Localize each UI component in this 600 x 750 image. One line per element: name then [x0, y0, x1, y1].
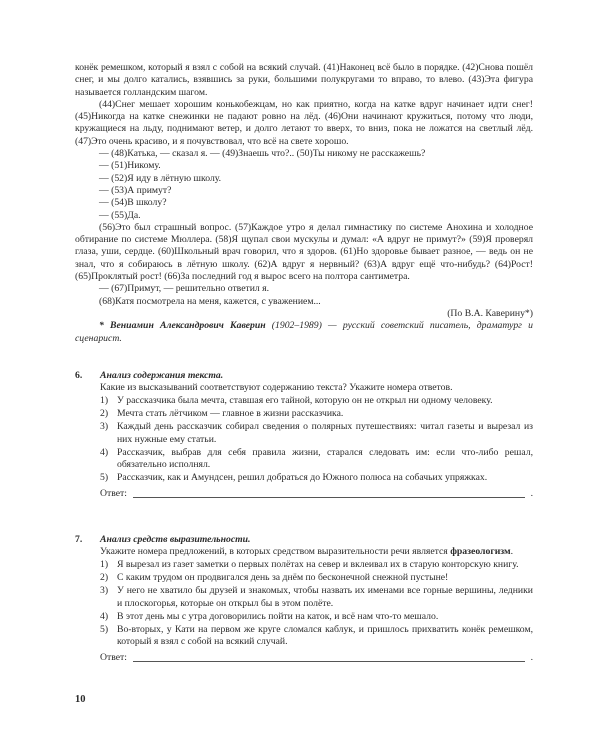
page-number: 10 [75, 694, 86, 705]
prompt-text: Укажите номера предложений, в которых средством выразительности речи является [100, 546, 451, 558]
task-7 [75, 534, 533, 664]
dialog-line: — (48)Катька, — сказал я. — (49)Знаешь что?.. (50)Ты никому не расскажешь? [99, 148, 426, 160]
option-item [100, 624, 533, 649]
option-text: Рассказчик, выбрав для себя правила жизни, старался следовать им: если что-либо решал, обязательно исполнял. [117, 446, 533, 470]
task-title: Анализ содержания текста. [100, 370, 224, 381]
answer-label: Ответ: [100, 652, 127, 664]
answer-row [100, 652, 533, 664]
option-item [100, 421, 533, 446]
option-number: 3) [100, 421, 109, 433]
option-number: 1) [100, 395, 109, 407]
option-number: 1) [100, 559, 109, 571]
option-item [100, 447, 533, 472]
answer-period: . [530, 652, 533, 664]
option-text: У рассказчика была мечта, ставшая его тайной, которую он не открыл ни одному человеку. [117, 395, 493, 407]
option-text: Рассказчик, как и Амундсен, решил добраться до Южного полюса на собачьих упряжках. [117, 471, 488, 483]
author-footnote [75, 320, 533, 345]
answer-field[interactable] [133, 652, 525, 662]
answer-row [100, 488, 533, 500]
answer-field[interactable] [133, 488, 525, 498]
option-number: 5) [100, 623, 109, 635]
footnote-author-name: * Вениамин Александрович Каверин [99, 320, 266, 332]
option-text: Во-вторых, у Кати на первом же круге сломался каблук, и пришлось прихватить конёк ремешком, который я взял с собой на всякий случай. [117, 623, 533, 647]
task-prompt: Какие из высказываний соответствуют содержанию текста? Укажите номера ответов. [100, 382, 453, 394]
option-item [100, 408, 533, 420]
dialog-line: — (67)Примут, — решительно ответил я. [99, 283, 270, 295]
option-number: 5) [100, 471, 109, 483]
paragraph: (56)Это был страшный вопрос. (57)Каждое утро я делал гимнастику по системе Анохина и холодное обтирание по системе Мюллера. (58)Я щупал свои мускулы и думал: «А вдруг не примут?» (59)Я проверял глаза, уши, сердце. (60)Школьный врач говорил, что я здоров. (61)Но здоровье бывает разное, — ведь он не знал, что я собираюсь в лётную школу. (62)А вдруг я нервный? (63)А вдруг ещё что-нибудь? (64)Рост! (65)Проклятый рост! (66)За последний год я вырос всего на полтора сантиметра. [75, 221, 533, 283]
option-text: Мечта стать лётчиком — главное в жизни рассказчика. [117, 408, 344, 420]
task-number: 6. [75, 370, 83, 381]
option-text: Я вырезал из газет заметки о первых полётах на север и вклеивал их в старую конторскую книгу. [117, 559, 519, 571]
task-title: Анализ средств выразительности. [100, 534, 251, 545]
answer-period: . [530, 488, 533, 500]
dialog-line: — (51)Никому. [99, 160, 161, 172]
options-list [100, 559, 533, 648]
source-attribution: (По В.А. Каверину*) [447, 307, 533, 319]
task-6 [75, 370, 533, 500]
footnote-text: (1902–1989) — русский советский писатель, драматург и сценарист. [75, 320, 533, 344]
dialog-line: — (52)Я иду в лётную школу. [99, 172, 222, 184]
story-text [75, 62, 533, 345]
option-text: С каким трудом он продвигался день за днём по бесконечной снежной пустыне! [117, 572, 449, 584]
option-text: У него не хватило бы друзей и знакомых, чтобы назвать их именами все горные вершины, ледники и плоскогорья, которые он открыл бы в этом полёте. [117, 585, 533, 609]
option-item [100, 585, 533, 610]
option-item [100, 572, 533, 584]
dialog-line: — (55)Да. [99, 209, 141, 221]
option-number: 4) [100, 446, 109, 458]
option-item [100, 559, 533, 571]
dialog-line: — (54)В школу? [99, 197, 167, 209]
paragraph: (68)Катя посмотрела на меня, кажется, с уважением... [99, 295, 321, 307]
option-number: 2) [100, 408, 109, 420]
option-item [100, 472, 533, 484]
option-number: 3) [100, 585, 109, 597]
task-prompt [100, 546, 533, 558]
option-item [100, 395, 533, 407]
task-number: 7. [75, 534, 83, 545]
option-number: 4) [100, 610, 109, 622]
answer-label: Ответ: [100, 488, 127, 500]
paragraph: (44)Снег мешает хорошим конькобежцам, но как приятно, когда на катке вдруг начинает идти снег! (45)Никогда на катке снежинки не падают ровно на лёд. (46)Они начинают кружиться, потому что люди, кружащиеся на льду, поднимают ветер, и долго летают то вверх, то вниз, пока не ложатся на светлый лёд. (47)Это очень красиво, и я почувствовал, что всё на свете хорошо. [75, 98, 533, 147]
prompt-end: . [510, 546, 514, 558]
option-text: Каждый день рассказчик собирал сведения о полярных путешествиях: читал газеты и вырезал из них нужные ему статьи. [117, 421, 533, 445]
options-list [100, 395, 533, 484]
option-item [100, 611, 533, 623]
prompt-keyword: фразеологизм [450, 546, 511, 558]
option-number: 2) [100, 572, 109, 584]
option-text: В этот день мы с утра договорились пойти на каток, и всё нам что-то мешало. [117, 610, 439, 622]
dialog-line: — (53)А примут? [99, 184, 172, 196]
paragraph: конёк ремешком, который я взял с собой на всякий случай. (41)Наконец всё было в порядке. (42)Снова пошёл снег, и мы долго катались, взявшись за руки, большими полукругами то вправо, то влево. (43)Эта фигура называется голландским шагом. [75, 62, 533, 98]
